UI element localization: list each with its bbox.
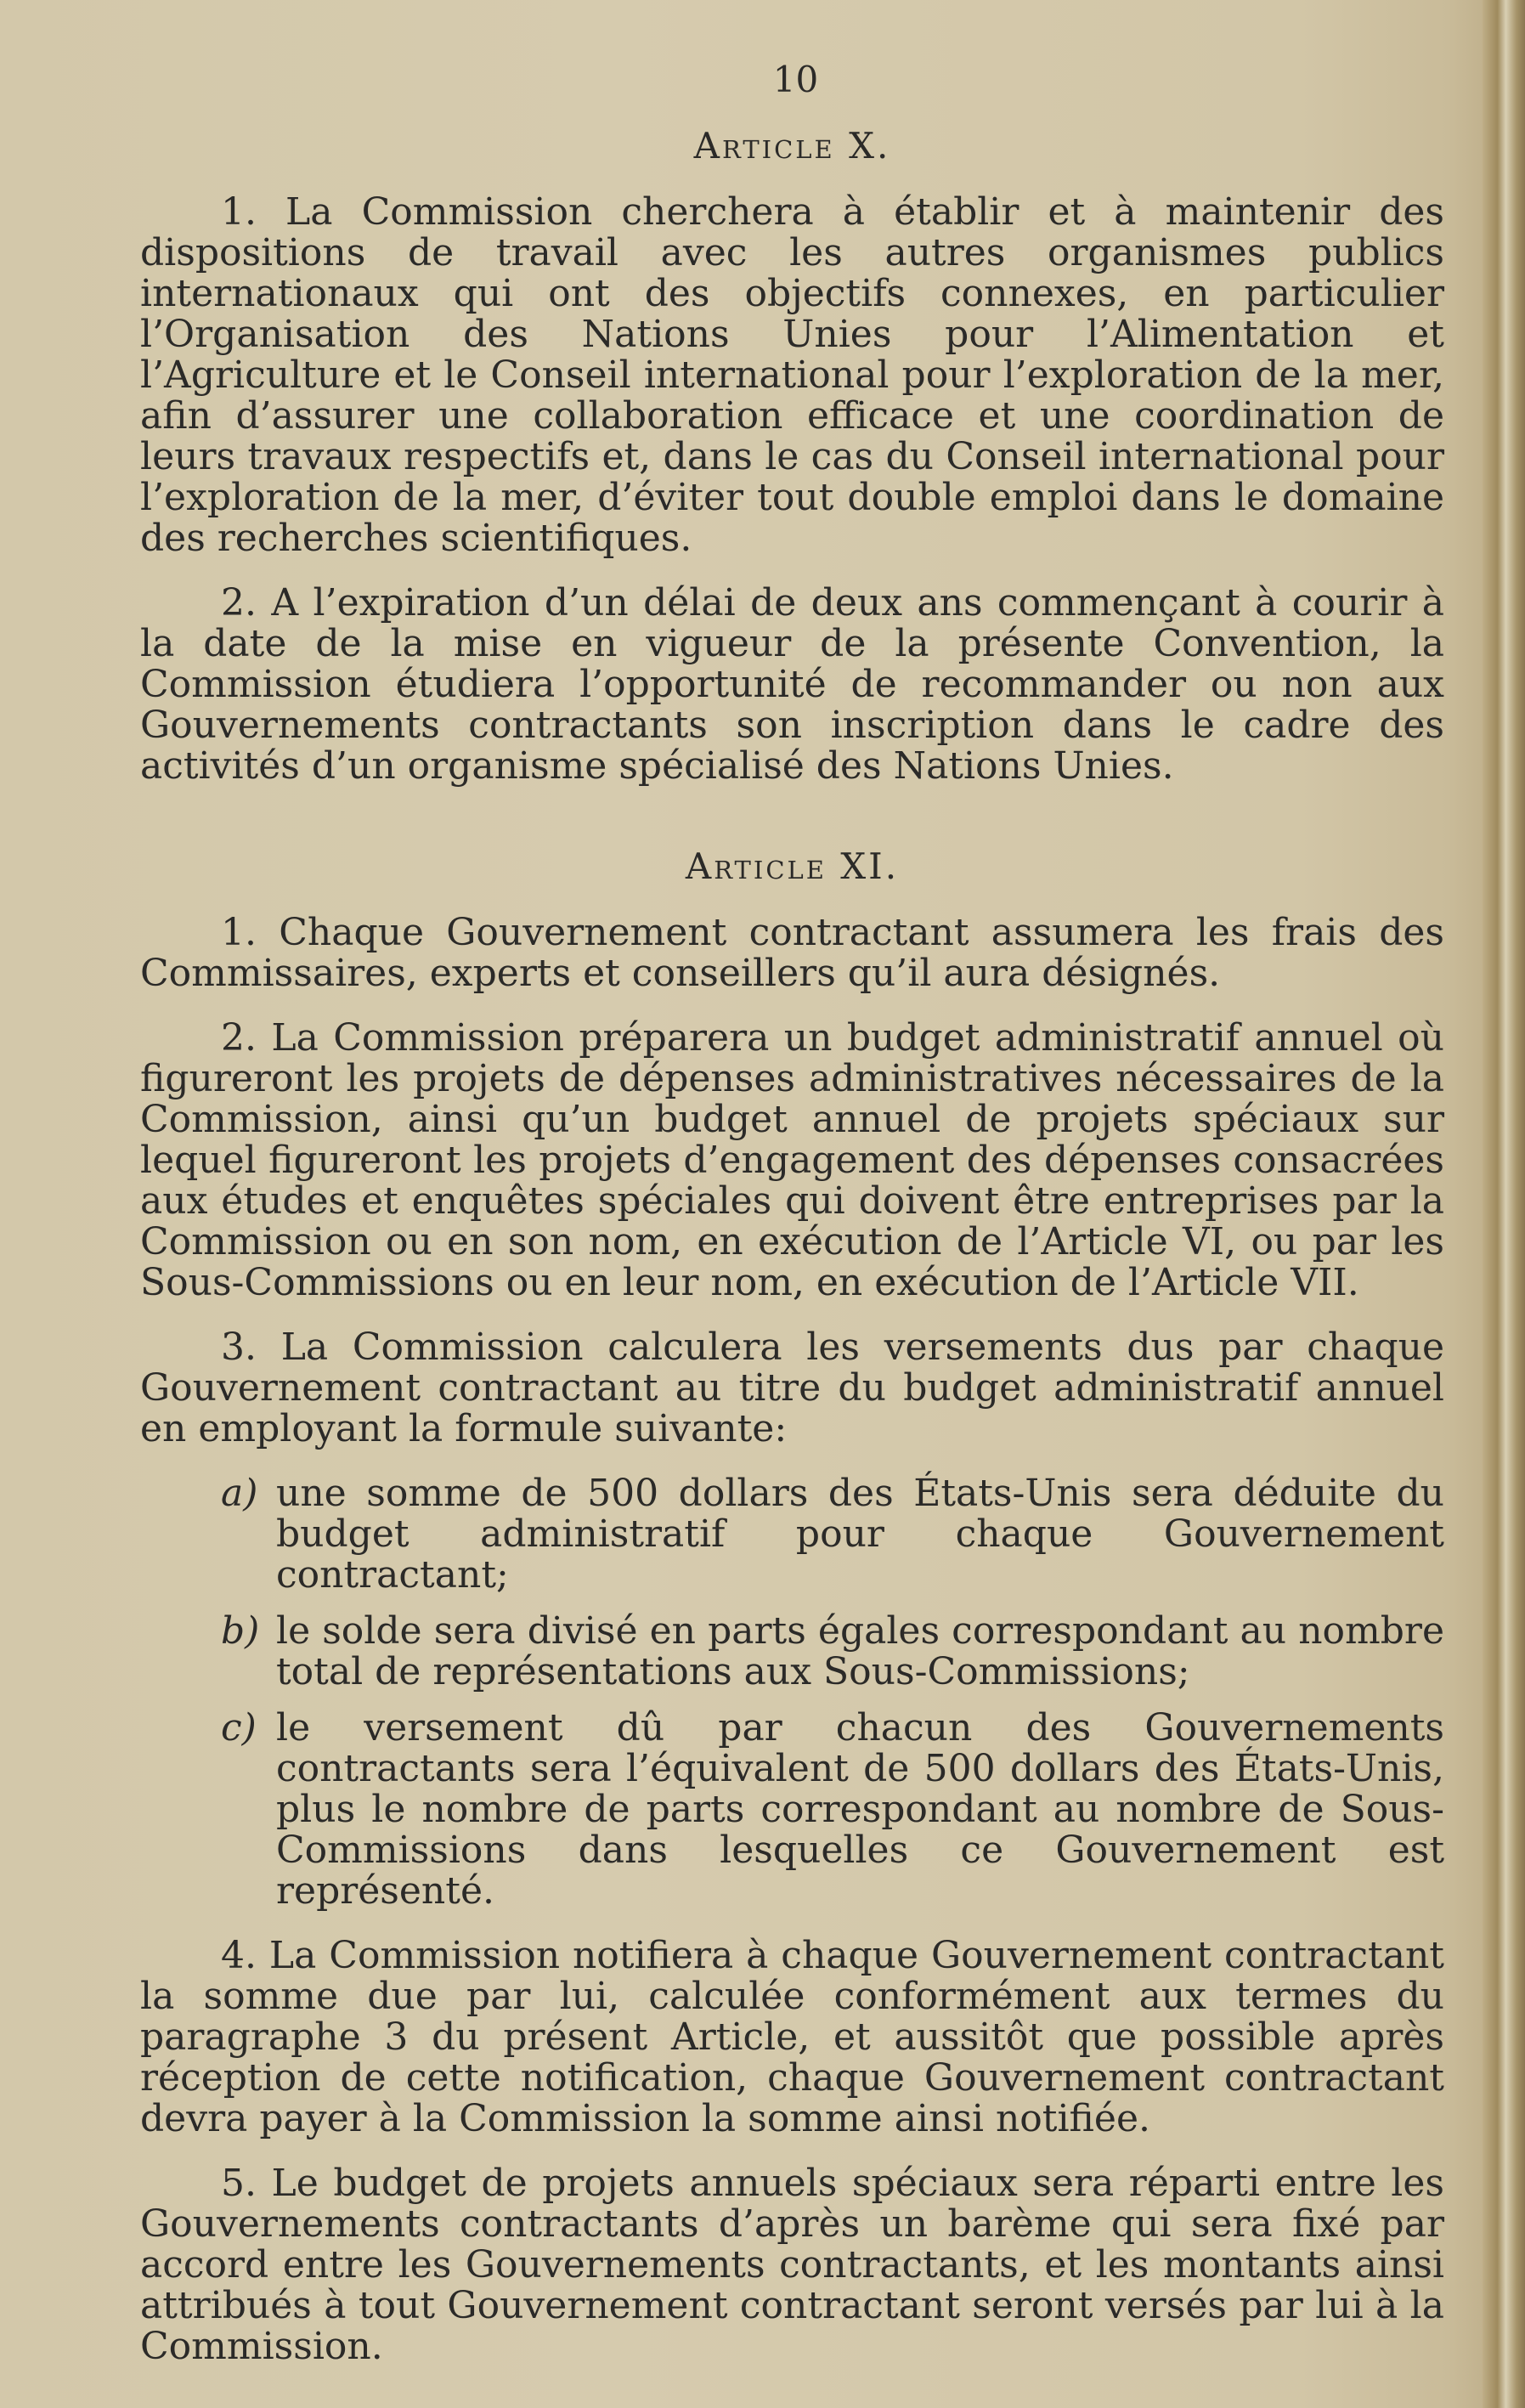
- list-item: [140, 1611, 1444, 1693]
- article-xi-paragraph-1: 1. Chaque Gouvernement contractant assumera les frais des Commissaires, experts et conseillers qu’il aura désignés.: [140, 911, 1444, 995]
- list-item-text: le versement dû par chacun des Gouvernements contractants sera l’équivalent de 500 dollars des États-Unis, plus le nombre de parts correspondant au nombre de Sous-Commissions dans lesquelles ce Gouvernement est représenté.: [276, 1706, 1444, 1913]
- list-item-text: une somme de 500 dollars des États-Unis sera déduite du budget administratif pour chaque Gouvernement contractant;: [276, 1472, 1444, 1597]
- article-xi-paragraph-5: 5. Le budget de projets annuels spéciaux sera réparti entre les Gouvernements contractants d’après un barème qui sera fixé par accord entre les Gouvernements contractants, et les montants ainsi attribués à tout Gouvernement contractant seront versés par lui à la Commission.: [140, 2162, 1444, 2368]
- article-xi-paragraph-4: 4. La Commission notifiera à chaque Gouvernement contractant la somme due par lui, calculée conformément aux termes du paragraphe 3 du présent Article, et aussitôt que possible après réception de cette notification, chaque Gouvernement contractant devra payer à la Commission la somme ainsi notifiée.: [140, 1934, 1444, 2140]
- article-xi-paragraph-3: 3. La Commission calculera les versements dus par chaque Gouvernement contractant au titre du budget administratif annuel en employant la formule suivante:: [140, 1326, 1444, 1450]
- document-body: [140, 59, 1444, 2391]
- article-xi-paragraph-2: 2. La Commission préparera un budget administratif annuel où figureront les projets de dépenses administratives nécessaires de la Commission, ainsi qu’un budget annuel de projets spéciaux sur lequel figureront les projets d’engagement des dépenses consacrées aux études et enquêtes spéciales qui doivent être entreprises par la Commission ou en son nom, en exécution de l’Article VI, ou par les Sous-Commissions ou en leur nom, en exécution de l’Article VII.: [140, 1016, 1444, 1304]
- list-item-marker: c): [221, 1706, 257, 1749]
- list-item-marker: b): [221, 1609, 260, 1653]
- article-x-title-text: Article X.: [693, 125, 891, 167]
- article-x-paragraph-2: 2. A l’expiration d’un délai de deux ans commençant à courir à la date de la mise en vigueur de la présente Convention, la Commission étudiera l’opportunité de recommander ou non aux Gouvernements contractants son inscription dans le cadre des activités d’un organisme spécialisé des Nations Unies.: [140, 581, 1444, 788]
- list-item-text: le solde sera divisé en parts égales correspondant au nombre total de représentations aux Sous-Commissions;: [276, 1609, 1444, 1693]
- article-x-title: [140, 126, 1444, 167]
- formula-list: [140, 1473, 1444, 1912]
- list-item: [140, 1708, 1444, 1912]
- article-x-paragraph-1: 1. La Commission cherchera à établir et à maintenir des dispositions de travail avec les autres organismes publics internationaux qui ont des objectifs connexes, en particulier l’Organisation des Nations Unies pour l’Alimentation et l’Agriculture et le Conseil international pour l’exploration de la mer, afin d’assurer une collaboration efficace et une coordination de leurs travaux respectifs et, dans le cas du Conseil international pour l’exploration de la mer, d’éviter tout double emploi dans le domaine des recherches scientifiques.: [140, 190, 1444, 560]
- page-edge: [1483, 0, 1525, 2408]
- article-xi-title: [140, 846, 1444, 887]
- article-xi-title-text: Article XI.: [685, 845, 900, 887]
- list-item: [140, 1473, 1444, 1596]
- page-number: 10: [772, 59, 819, 100]
- list-item-marker: a): [221, 1472, 258, 1515]
